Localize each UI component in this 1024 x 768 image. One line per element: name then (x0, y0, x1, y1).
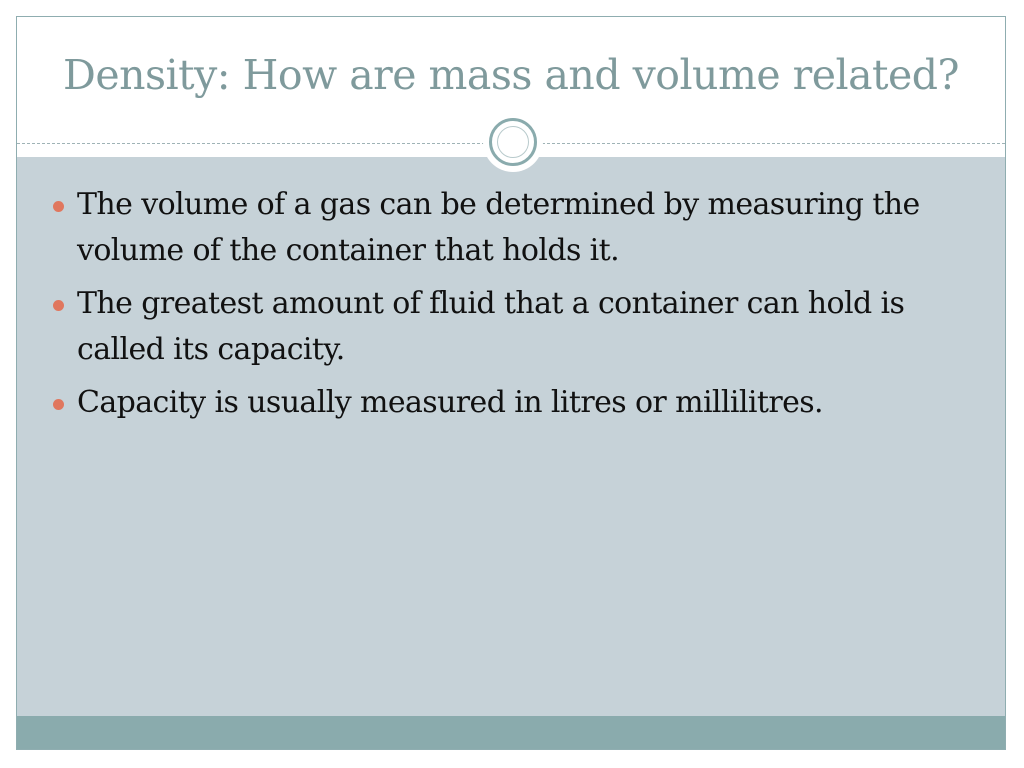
slide-title: Density: How are mass and volume related? (62, 51, 960, 99)
bullet-text: The volume of a gas can be determined by measuring the volume of the container that holds it. (77, 187, 920, 268)
bullet-text: Capacity is usually measured in litres or millilitres. (77, 385, 823, 420)
bullet-list (47, 182, 977, 433)
bullet-item (47, 380, 977, 426)
slide-frame (16, 16, 1006, 750)
bullet-dot-icon (53, 300, 64, 311)
ornament-inner-ring (497, 126, 529, 158)
bullet-text: The greatest amount of fluid that a container can hold is called its capacity. (77, 286, 905, 367)
bullet-dot-icon (53, 399, 64, 410)
bullet-item (47, 182, 977, 274)
circle-ornament-icon (483, 112, 543, 172)
bullet-dot-icon (53, 201, 64, 212)
footer-band (17, 716, 1005, 750)
ornament-ring (489, 118, 537, 166)
bullet-item (47, 281, 977, 373)
